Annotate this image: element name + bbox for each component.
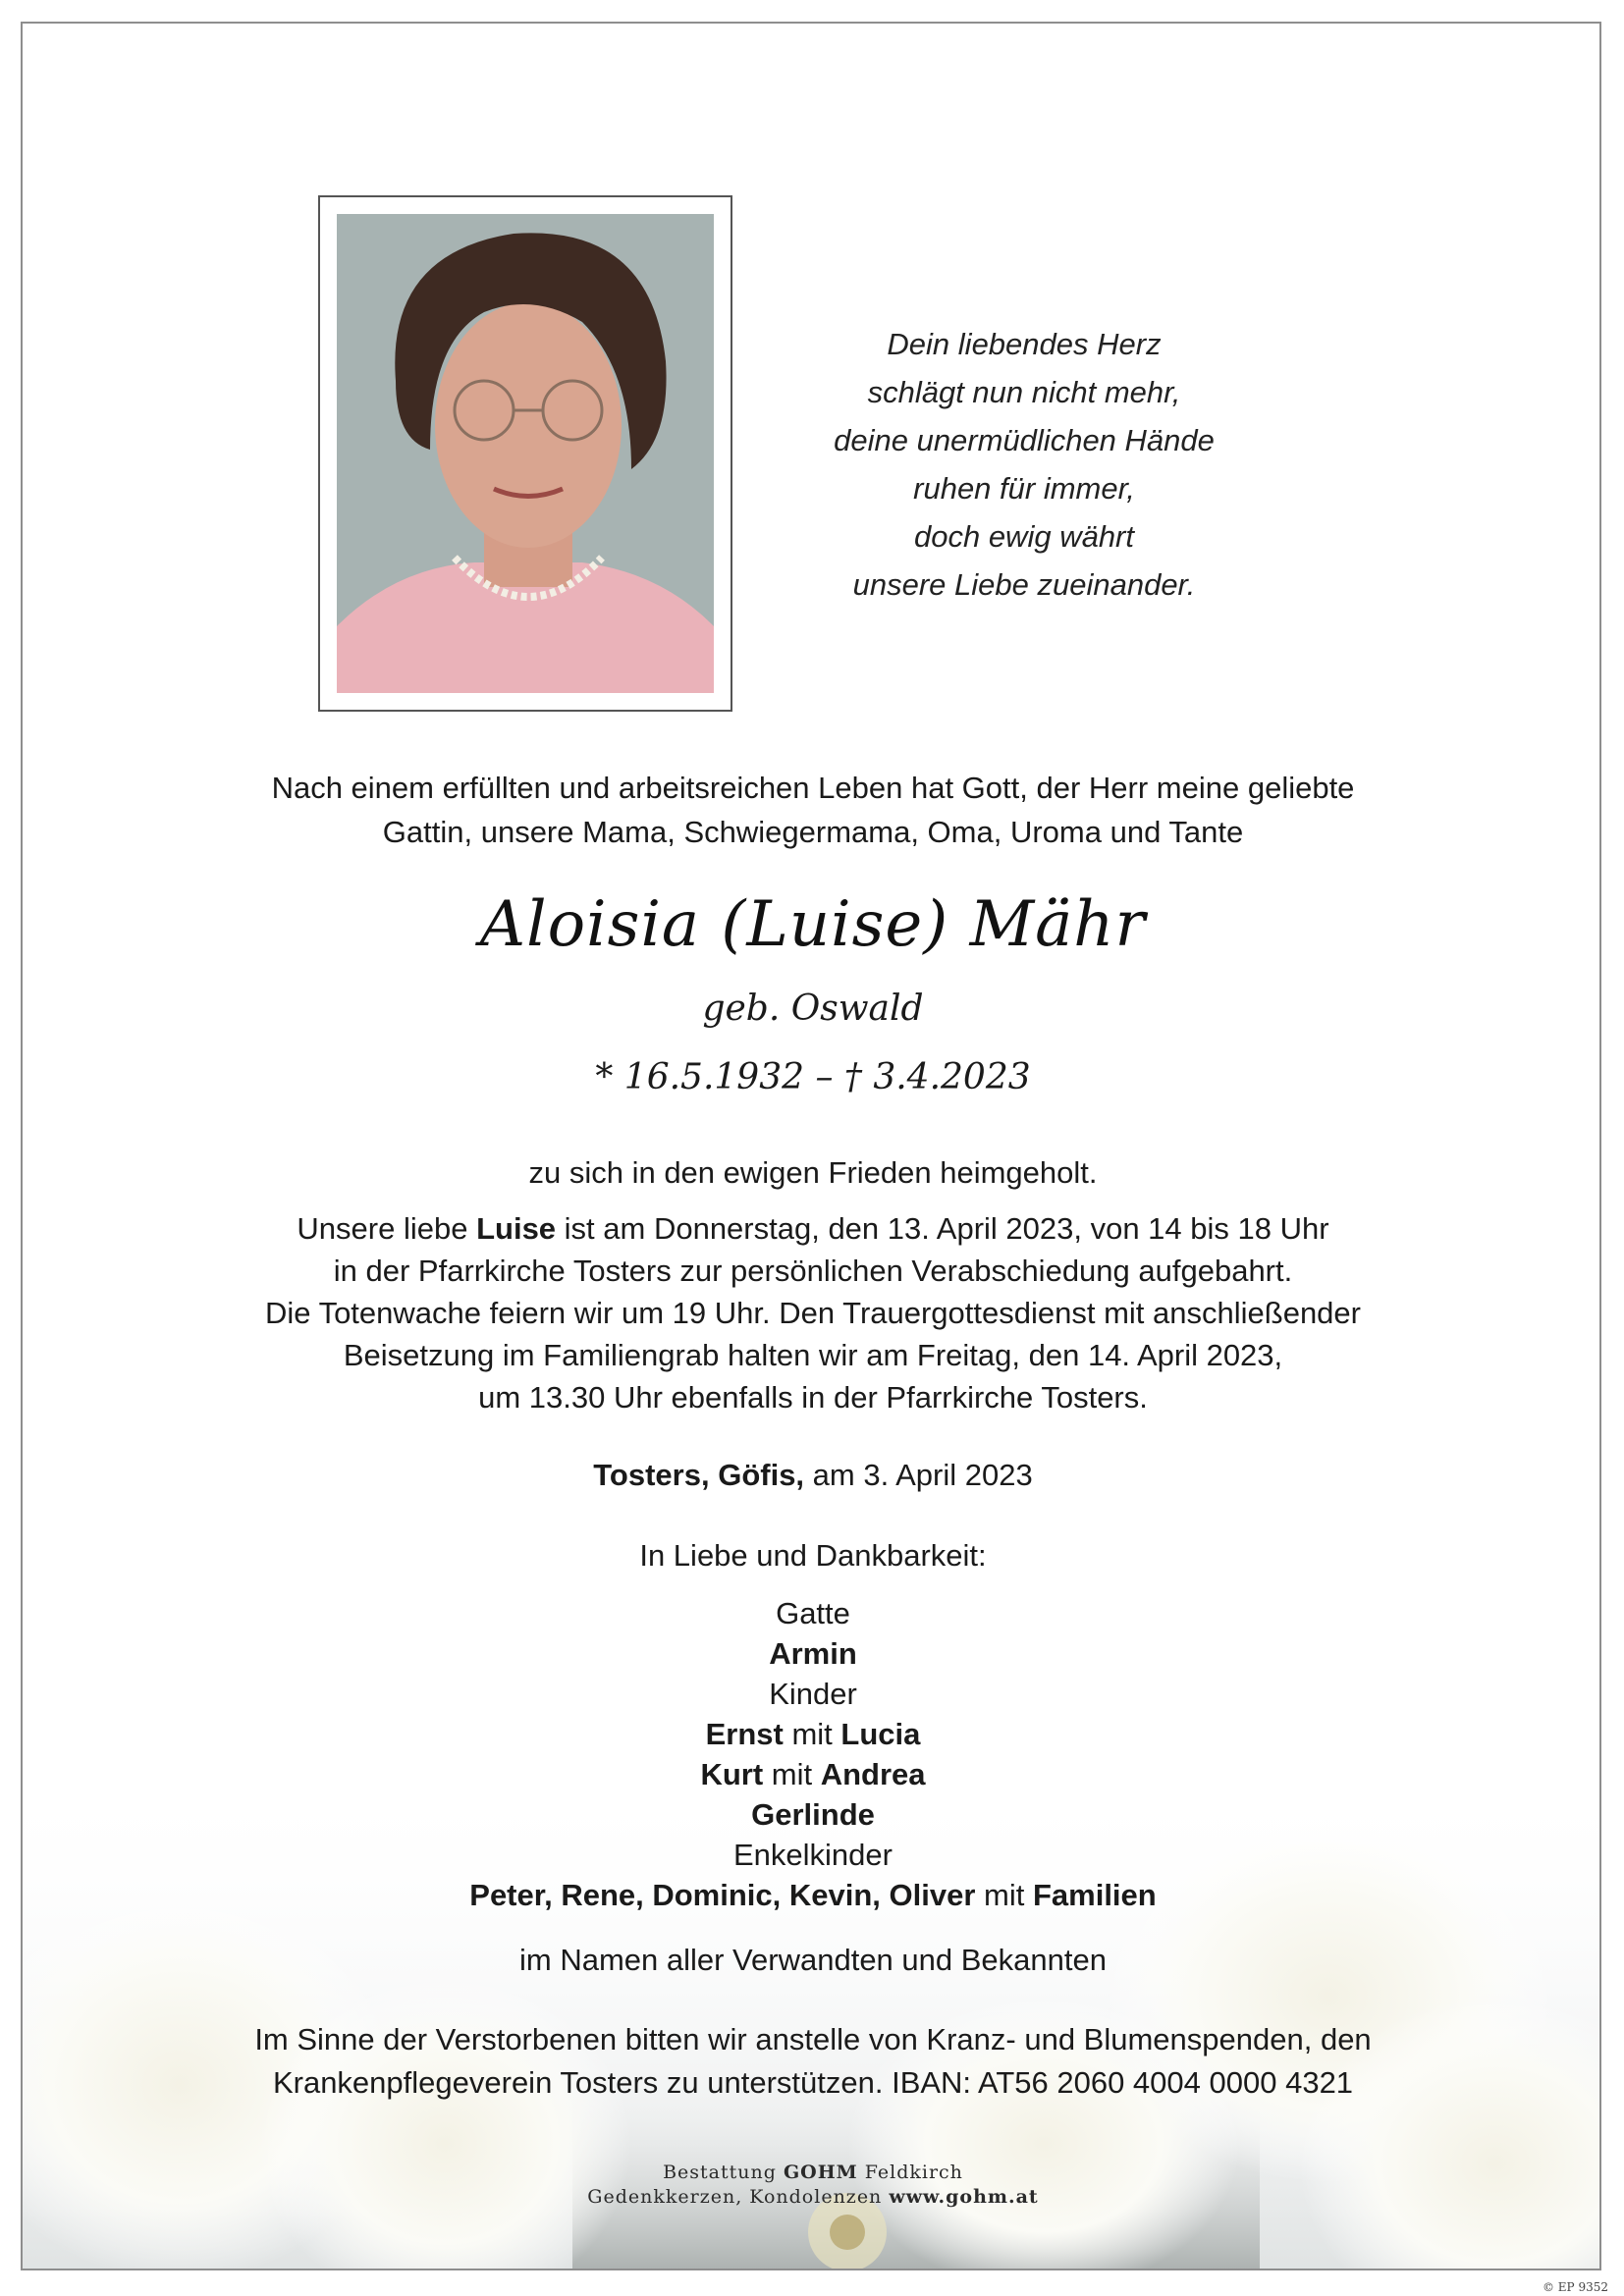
obituary-page — [21, 22, 1601, 2270]
details-line — [23, 1207, 1601, 1250]
details-line: in der Pfarrkirche Tosters zur persönlichen Verabschiedung aufgebahrt. — [333, 1254, 1293, 1288]
family-list — [23, 1593, 1601, 1915]
funeral-text: Gedenkkerzen, Kondolenzen — [587, 2186, 890, 2208]
details-line: Beisetzung im Familiengrab halten wir am Freitag, den 14. April 2023, — [343, 1338, 1283, 1372]
funeral-website: www.gohm.at — [889, 2186, 1039, 2208]
details-line: Die Totenwache feiern wir um 19 Uhr. Den Trauergottesdienst mit anschließender — [265, 1296, 1361, 1330]
funeral-home-line — [23, 2185, 1601, 2210]
maiden-name: geb. Oswald — [702, 988, 924, 1029]
family-label: Gatte — [776, 1596, 850, 1630]
family-label: Kinder — [769, 1677, 857, 1711]
intro-line: Nach einem erfüllten und arbeitsreichen Leben hat Gott, der Herr meine geliebte — [271, 771, 1355, 805]
donation-line: Im Sinne der Verstorbenen bitten wir anstelle von Kranz- und Blumenspenden, den — [254, 2022, 1372, 2056]
ep-code: © EP 9352 — [1542, 2280, 1608, 2294]
family-member — [23, 1794, 1601, 1835]
details-line: um 13.30 Uhr ebenfalls in der Pfarrkirche Tosters. — [478, 1380, 1148, 1415]
family-member — [23, 1714, 1601, 1754]
dank-text: In Liebe und Dankbarkeit: — [639, 1538, 987, 1573]
intro-text — [23, 766, 1601, 854]
funeral-text: Bestattung — [663, 2162, 784, 2183]
family-member — [23, 1754, 1601, 1794]
poem-line: deine unermüdlichen Hände — [834, 423, 1215, 457]
grandchildren-names: Peter, Rene, Dominic, Kevin, Oliver — [469, 1878, 976, 1912]
funeral-text: Feldkirch — [857, 2162, 963, 2183]
funeral-brand: GOHM — [783, 2162, 858, 2183]
spouse-name: Armin — [769, 1636, 857, 1671]
family-member — [23, 1633, 1601, 1674]
partner-name: Andrea — [820, 1757, 926, 1791]
portrait-frame — [318, 195, 732, 712]
family-label: Enkelkinder — [733, 1838, 893, 1872]
partner-name: Lucia — [840, 1717, 921, 1751]
deceased-name: Aloisia (Luise) Mähr — [479, 888, 1147, 961]
poem-line: unsere Liebe zueinander. — [852, 567, 1196, 602]
child-name: Ernst — [705, 1717, 784, 1751]
details-text: Unsere liebe — [297, 1211, 477, 1246]
place-date — [23, 1455, 1601, 1496]
funeral-home — [23, 2161, 1601, 2210]
poem-line: doch ewig währt — [913, 519, 1134, 554]
funeral-home-line — [23, 2161, 1601, 2185]
place-bold: Tosters, Göfis, — [593, 1458, 805, 1492]
details-text: ist am Donnerstag, den 13. April 2023, von 14 bis 18 Uhr — [556, 1211, 1329, 1246]
life-dates: * 16.5.1932 – † 3.4.2023 — [595, 1057, 1031, 1097]
mit-text: mit — [783, 1717, 841, 1751]
families-text: Familien — [1032, 1878, 1157, 1912]
mit-text: mit — [975, 1878, 1033, 1912]
details-name-bold: Luise — [476, 1211, 557, 1246]
donation-request — [23, 2018, 1601, 2105]
poem-line: ruhen für immer, — [913, 471, 1135, 506]
family-member — [23, 1875, 1601, 1915]
mit-text: mit — [763, 1757, 821, 1791]
funeral-details — [23, 1207, 1601, 1418]
poem-line: schlägt nun nicht mehr, — [867, 375, 1181, 409]
heimgeholt-text: zu sich in den ewigen Frieden heimgeholt. — [528, 1155, 1098, 1190]
poem-line: Dein liebendes Herz — [887, 327, 1162, 361]
portrait-photo — [337, 214, 714, 693]
donation-line: Krankenpflegeverein Tosters zu unterstützen. IBAN: AT56 2060 4004 0000 4321 — [272, 2065, 1354, 2100]
intro-line: Gattin, unsere Mama, Schwiegermama, Oma, Uroma und Tante — [382, 815, 1244, 849]
poem — [769, 320, 1279, 609]
place-rest: am 3. April 2023 — [804, 1458, 1033, 1492]
verwandte-text: im Namen aller Verwandten und Bekannten — [519, 1943, 1107, 1977]
child-name: Kurt — [700, 1757, 764, 1791]
child-name: Gerlinde — [751, 1797, 875, 1832]
